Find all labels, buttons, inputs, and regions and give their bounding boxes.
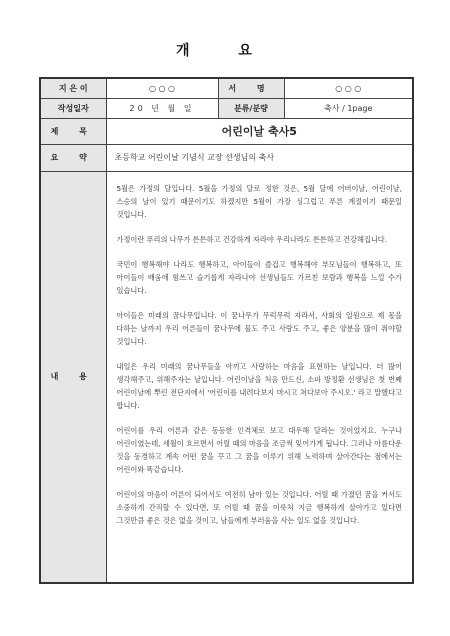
subject-value: 어린이날 축사5 <box>106 118 413 144</box>
signature-value: ○ ○ ○ <box>284 78 413 98</box>
date-value: 20 년 월 일 <box>106 98 218 118</box>
page-title: 개 요 <box>176 43 274 59</box>
content-paragraph: 어린이를 우리 어른과 같은 동등한 인격체로 보고 대우해 달라는 것이었지요. 누구나 어린이였는데, 세월이 흐르면서 어릴 때의 마음을 조금씩 잊어가게 됩니다. 그러나 아름다운 것을 동경하고 계속 어떤 꿈을 꾸고 그 꿈을 이루기 위해 노력하며 살아간다는 점에서는 어린이와 똑같습니다. <box>116 425 402 474</box>
content-paragraph: 5월은 가정의 달입니다. 5월을 가정의 달로 정한 것은, 5월 달에 어버이날, 어린이날, 스승의 날이 있기 때문이기도 하겠지만 5월이 가장 싱그럽고 푸른 계절이기 때문일 것입니다. <box>116 183 402 219</box>
content-paragraph: 국민이 행복해야 나라도 행복하고, 아이들이 즐겁고 행복해야 부모님들이 행복하고, 또 아이들이 배움에 힘쓰고 슬기롭게 자라나야 선생님들도 가르친 보람과 행복을 느낄 수가 있습니다. <box>116 259 402 295</box>
summary-label: 요 약 <box>40 144 106 171</box>
category-value: 축사 / 1page <box>284 98 413 118</box>
content-body <box>106 171 413 583</box>
date-label: 작성일자 <box>40 98 106 118</box>
document-overview-form <box>39 77 414 584</box>
author-label: 지 은 이 <box>40 78 106 98</box>
author-value: ○ ○ ○ <box>106 78 218 98</box>
content-paragraph: 가정이란 푸리의 나무가 튼튼하고 건강하게 자라야 우리나라도 튼튼하고 건강해집니다. <box>116 234 388 244</box>
subject-label: 제 목 <box>40 118 106 144</box>
content-label: 내 용 <box>40 171 106 583</box>
content-paragraph: 어린이의 마음이 어른이 되어서도 여전히 남아 있는 것입니다. 어릴 때 가졌던 꿈을 커서도 소중하게 간직할 수 있다면, 또 어릴 때 꿈을 이룩처 지금 행복하게 살아가고 있다면 그것만큼 좋은 것은 없을 것이고, 남들에게 부러움을 사는 일도 없을 것입니다. <box>116 489 402 525</box>
content-paragraph: 아이들은 미래의 꿈나무입니다. 이 꿈나무가 무럭무럭 자라서, 사회의 일원으로 제 몫을 다하는 날까지 우리 어른들이 꿈나무에 물도 주고 사랑도 주고, 좋은 양분을 많이 줘야할 것입니다. <box>116 310 402 346</box>
content-paragraph: 내일은 우리 미래의 꿈나무들을 아끼고 사랑하는 마음을 표현하는 날입니다. 더 많이 생각해주고, 위해주자는 날입니다. 어린이날을 처음 만드신, 소파 방정환 선생님은 첫 번째 어린이날에 뿌린 전단지에서 '어린이를 내려다보지 마시고 쳐다보아 주시오.' 라고 말했다고 합니다. <box>116 361 402 410</box>
category-label: 분류/분량 <box>218 98 284 118</box>
signature-label: 서 명 <box>218 78 284 98</box>
summary-value: 초등학교 어린이날 기념식 교장 선생님의 축사 <box>106 144 413 171</box>
